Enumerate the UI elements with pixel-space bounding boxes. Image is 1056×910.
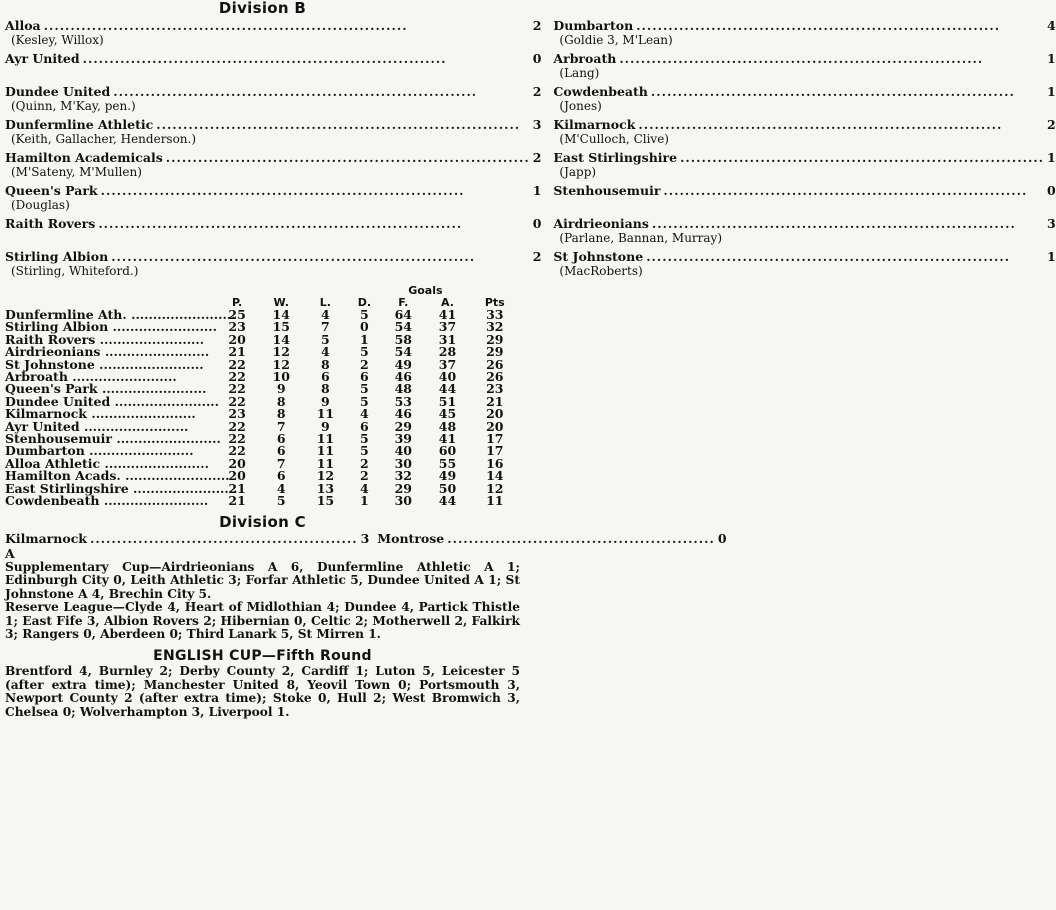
table-cell-p: 22 [228,431,246,447]
team-name: Dumbarton [553,18,634,33]
table-cell-l: 13 [316,480,335,496]
table-cell-f: 32 [394,468,413,484]
table-cell-d: 5 [360,344,369,360]
table-cell-a: 51 [438,393,457,409]
table-cell-w: 7 [276,455,286,471]
league-table-body [5,309,520,508]
table-cell-w: 9 [276,381,286,397]
table-cell-d: 1 [360,331,369,347]
team-goals: 2 [532,249,542,264]
goal-scorers: (Stirling, Whiteford.) [11,264,139,278]
table-cell-p: 22 [228,443,246,459]
table-cell-f: 29 [394,480,413,496]
table-cell-a: 31 [438,331,457,347]
table-cell-a: 45 [438,406,457,422]
team-name: Stirling Albion [5,249,109,264]
table-cell-d: 5 [360,307,369,322]
table-cell-a: 50 [438,480,457,496]
division-b-results [5,18,1056,283]
table-team-name: Stirling Albion [5,319,109,335]
table-cell-pts: 17 [486,443,504,459]
table-team-name: Dundee United [5,393,111,409]
team-goals: 0 [532,216,542,231]
col-header-pts: Pts [484,296,505,309]
table-team-name: Airdrieonians [5,344,101,360]
table-cell-a: 41 [438,307,457,322]
goal-scorers: (M'Sateny, M'Mullen) [11,165,142,179]
team-name: Kilmarnock [553,117,636,132]
english-cup-results: Brentford 4, Burnley 2; Derby County 2, Cardiff 1; Luton 5, Leicester 5 (after extra time); Manchester United 8, Yeovil Town 0; Portsmouth 3, Newport County 2 (after extra time); Stoke 0, Hull 2; West Bromwich 3, Chelsea 0; Wolverhampton 3, Liverpool 1. [5,664,520,719]
result-entry [5,118,541,146]
table-cell-pts: 33 [486,307,504,322]
table-team-name: Arbroath [5,369,68,385]
table-cell-p: 23 [228,406,246,422]
table-cell-l: 11 [316,431,335,447]
table-cell-f: 30 [394,455,413,471]
table-cell-pts: 12 [486,480,504,496]
team-goals: 1 [1047,249,1056,264]
team-goals: 0 [532,51,542,66]
result-entry [5,217,541,245]
team-name: Raith Rovers [5,216,96,231]
table-cell-p: 22 [228,369,246,385]
goal-scorers: (Kesley, Willox) [11,33,104,47]
col-header-w: W. [273,296,289,309]
table-team-name: Kilmarnock [5,406,87,422]
table-cell-a: 28 [438,344,457,360]
table-cell-pts: 23 [486,381,504,397]
home-goals: 3 [360,530,370,546]
team-name: Queen's Park [5,183,98,198]
table-cell-w: 12 [272,356,290,372]
team-name: Airdrieonians [553,216,649,231]
table-cell-p: 22 [228,418,246,434]
table-cell-f: 40 [394,443,413,459]
team-name: Dundee United [5,84,111,99]
table-cell-p: 20 [228,331,246,347]
team-goals: 1 [1047,150,1056,165]
table-cell-l: 4 [321,344,330,360]
table-cell-f: 29 [394,418,413,434]
result-entry [553,85,1055,113]
table-cell-l: 7 [321,319,330,335]
table-team-name: Alloa Athletic [5,455,101,471]
table-team-name: Hamilton Acads. [5,468,121,484]
goal-scorers: (Quinn, M'Kay, pen.) [11,99,136,113]
table-team-name: East Stirlingshire [5,480,129,496]
result-entry [5,151,541,179]
table-row [5,495,520,507]
result-entry [553,118,1055,146]
table-cell-a: 49 [438,468,457,484]
team-name: Cowdenbeath [553,84,648,99]
goal-scorers: (Japp) [559,165,597,179]
col-header-a: A. [441,296,454,309]
table-cell-l: 9 [321,418,330,434]
table-cell-w: 7 [276,418,286,434]
table-cell-pts: 29 [486,331,504,347]
table-cell-a: 41 [438,431,457,447]
table-cell-f: 48 [394,381,413,397]
result-entry [5,250,541,278]
team-goals: 1 [532,183,542,198]
team-name: East Stirlingshire [553,150,678,165]
team-name: Arbroath [553,51,617,66]
team-name: Alloa [5,18,41,33]
table-cell-f: 46 [394,369,413,385]
table-cell-a: 44 [438,493,457,509]
team-name: Dunfermline Athletic [5,117,154,132]
table-cell-p: 25 [228,307,246,322]
table-cell-p: 20 [228,455,246,471]
division-b-heading: Division B [218,0,307,17]
table-cell-l: 8 [321,356,330,372]
table-cell-d: 5 [360,381,369,397]
col-header-p: P. [231,296,243,309]
results-right-column [553,19,1055,283]
table-cell-f: 30 [394,493,413,509]
table-cell-pts: 32 [486,319,504,335]
table-cell-d: 5 [360,393,369,409]
english-cup-heading: ENGLISH CUP—Fifth Round [153,648,372,665]
result-entry [553,52,1055,80]
goals-header: Goals [408,284,443,297]
table-team-name: St Johnstone [5,356,95,372]
table-cell-w: 6 [276,443,286,459]
table-cell-d: 0 [360,319,369,335]
team-goals: 3 [1047,216,1056,231]
goal-scorers: (Jones) [559,99,602,113]
supplementary-cup-results: Supplementary Cup—Airdrieonians A 6, Dunfermline Athletic A 1; Edinburgh City 0, Leith Athletic 3; Forfar Athletic 5, Dundee United A 1; St Johnstone A 4, Brechin City 5. [5,559,520,601]
table-cell-p: 21 [228,493,246,509]
team-goals: 1 [1047,51,1056,66]
table-cell-l: 6 [321,369,330,385]
team-name: St Johnstone [553,249,644,264]
table-cell-p: 22 [228,393,246,409]
goal-scorers: (Lang) [559,66,600,80]
col-header-l: L. [319,296,331,309]
table-cell-w: 6 [276,431,286,447]
result-entry [5,19,541,47]
table-cell-pts: 20 [486,418,504,434]
table-cell-pts: 17 [486,431,504,447]
table-cell-w: 8 [276,393,286,409]
table-cell-w: 12 [272,344,290,360]
team-name: Stenhousemuir [553,183,661,198]
goal-scorers: (MacRoberts) [559,264,643,278]
table-cell-l: 11 [316,443,335,459]
table-team-name: Dumbarton [5,443,85,459]
table-cell-p: 22 [228,381,246,397]
table-cell-p: 20 [228,468,246,484]
goal-scorers: (Goldie 3, M'Lean) [559,33,673,47]
table-cell-a: 37 [438,356,457,372]
result-entry [553,184,1055,212]
table-cell-w: 14 [272,307,290,322]
table-cell-p: 21 [228,480,246,496]
table-cell-w: 5 [276,493,286,509]
table-cell-pts: 26 [486,369,504,385]
table-cell-pts: 16 [486,455,504,471]
table-team-name: Ayr United [5,418,80,434]
table-cell-d: 1 [360,493,369,509]
table-cell-pts: 20 [486,406,504,422]
team-goals: 3 [532,117,542,132]
team-goals: 4 [1047,18,1056,33]
table-team-name: Queen's Park [5,381,98,397]
team-goals: 1 [1047,84,1056,99]
away-team: Montrose [377,530,445,546]
table-cell-d: 5 [360,443,369,459]
result-entry [553,19,1055,47]
table-cell-d: 2 [360,356,369,372]
goal-scorers: (Douglas) [11,198,70,212]
team-goals: 2 [532,18,542,33]
team-goals: 2 [532,84,542,99]
table-cell-a: 44 [438,381,457,397]
table-cell-p: 21 [228,344,246,360]
reserve-league-results: Reserve League—Clyde 4, Heart of Midlothian 4; Dundee 4, Partick Thistle 1; East Fife 3, Albion Rovers 2; Hibernian 0, Celtic 2; Motherwell 2, Falkirk 3; Rangers 0, Aberdeen 0; Third Lanark 5, St Mirren 1. [5,600,520,642]
table-cell-pts: 14 [486,468,504,484]
table-cell-pts: 29 [486,344,504,360]
table-cell-f: 64 [394,307,413,322]
team-goals: 2 [532,150,542,165]
team-goals: 2 [1047,117,1056,132]
table-cell-d: 4 [360,480,369,496]
table-cell-a: 55 [438,455,457,471]
table-cell-w: 6 [276,468,286,484]
table-cell-w: 10 [272,369,290,385]
table-cell-a: 40 [438,369,457,385]
results-left-column [5,19,541,283]
table-cell-pts: 26 [486,356,504,372]
table-cell-p: 23 [228,319,246,335]
table-cell-l: 5 [321,331,330,347]
table-cell-w: 15 [272,319,290,335]
table-cell-p: 22 [228,356,246,372]
division-c-heading: Division C [219,512,306,531]
table-cell-f: 49 [394,356,413,372]
goal-scorers: (Parlane, Bannan, Murray) [559,231,723,245]
table-cell-a: 60 [438,443,457,459]
result-entry [553,250,1055,278]
result-entry [553,217,1055,245]
table-cell-l: 4 [321,307,330,322]
result-entry [5,52,541,80]
table-cell-l: 15 [316,493,335,509]
table-team-name: Dunfermline Ath. [5,307,127,322]
table-cell-l: 11 [316,455,335,471]
table-cell-l: 9 [321,393,330,409]
table-cell-l: 12 [316,468,335,484]
league-table [5,285,520,508]
table-team-name: Cowdenbeath [5,493,100,509]
table-cell-d: 5 [360,431,369,447]
table-cell-f: 39 [394,431,413,447]
table-cell-f: 53 [394,393,413,409]
col-header-d: D. [357,296,371,309]
table-team-name: Raith Rovers [5,331,96,347]
table-cell-w: 8 [276,406,286,422]
table-team-name: Stenhousemuir [5,431,112,447]
division-c-result [5,530,727,561]
table-cell-f: 54 [394,319,413,335]
table-cell-d: 2 [360,455,369,471]
table-cell-w: 4 [276,480,286,496]
team-goals: 0 [1047,183,1056,198]
table-cell-f: 58 [394,331,413,347]
goal-scorers: (Keith, Gallacher, Henderson.) [11,132,197,146]
table-cell-w: 14 [272,331,290,347]
table-cell-d: 6 [360,369,369,385]
result-entry [5,85,541,113]
col-header-f: F. [398,296,409,309]
table-cell-f: 54 [394,344,413,360]
table-cell-pts: 21 [486,393,504,409]
away-goals: 0 [717,530,727,546]
table-cell-f: 46 [394,406,413,422]
result-entry [553,151,1055,179]
table-cell-d: 6 [360,418,369,434]
table-cell-d: 4 [360,406,369,422]
result-entry [5,184,541,212]
team-name: Ayr United [5,51,80,66]
table-cell-pts: 11 [486,493,504,509]
team-name: Hamilton Academicals [5,150,163,165]
table-cell-a: 48 [438,418,457,434]
table-cell-l: 8 [321,381,330,397]
table-cell-d: 2 [360,468,369,484]
goal-scorers: (M'Culloch, Clive) [559,132,669,146]
home-team: Kilmarnock A [5,530,87,561]
table-cell-l: 11 [316,406,335,422]
table-cell-a: 37 [438,319,457,335]
